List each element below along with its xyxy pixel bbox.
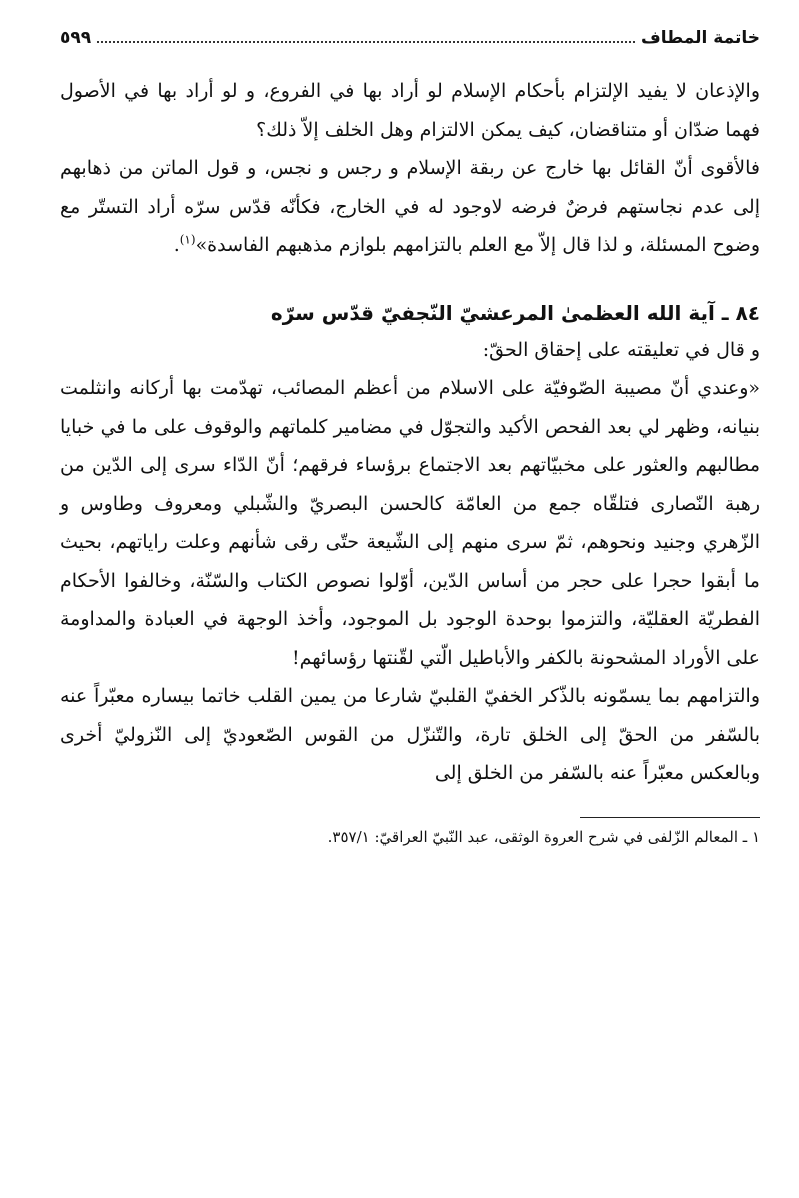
section-heading: ٨٤ ـ آية الله العظمىٰ المرعشيّ النّجفيّ قدّس سرّه (270, 300, 760, 325)
page-number: ٥٩٩ (60, 28, 92, 48)
header-leader-dots (97, 41, 635, 43)
footnote-reference[interactable]: (١) (179, 232, 196, 247)
quoted-paragraph: والتزامهم بما يسمّونه بالذّكر الخفيّ القلبيّ شارعا من يمين القلب خاتما بيساره معبّراً عنه بالسّفر من الحقّ إلى الخلق تارة، والتّنزّل من القوس الصّعوديّ إلى النّزوليّ أخرى وبالعكس معبّراً عنه بالسّفر من الخلق إلى (60, 685, 760, 784)
book-page (60, 28, 760, 1178)
running-title: خاتمة المطاف (641, 28, 760, 48)
paragraph: فالأقوى أنّ القائل بها خارج عن ربقة الإسلام و رجس و نجس، و قول الماتن من ذهابهم إلى عدم نجاستهم فرضٌ فرضه لاوجود له في الخارج، فكأنّه قدّس سرّه أراد التستّر مع وضوح المسئلة، و لذا قال إلاّ مع العلم بالتزامهم بلوازم مذهبهم الفاسدة»$^{(١)}$. (60, 157, 760, 256)
footnote: ١ ـ المعالم الزّلفى في شرح العروة الوثقى، عبد النّبيّ العراقيّ: ٣٥٧/١. (327, 827, 760, 846)
quoted-paragraph: «وعندي أنّ مصيبة الصّوفيّة على الاسلام من أعظم المصائب، تهدّمت بها أركانه وانثلمت بنيانه، وظهر لي بعد الفحص الأكيد والتجوّل في مضامير كلماتهم والوقوف على ما في خبايا مطالبهم والعثور على مخبيّاتهم بعد الاجتماع برؤساء فرقهم؛ أنّ الدّاء سرى إلى الدّين من رهبة النّصارى فتلقّاه جمع من العامّة كالحسن البصريّ والشّبلي ومعروف وطاوس و الزّهري وجنيد ونحوهم، ثمّ سرى منهم إلى الشّيعة حتّى رقى شأنهم وعلت راياتهم، بحيث ما أبقوا حجرا على حجر من أساس الدّين، أوّلوا نصوص الكتاب والسّنّة، وخالفوا الأحكام الفطريّة العقليّة، والتزموا بوحدة الوجود بل الموجود، وأخذ الوجهة في العبادة والمداومة على الأوراد المشحونة بالكفر والأباطيل الّتي لقّنتها رؤسائهم! (60, 377, 760, 669)
paragraph-text: فالأقوى أنّ القائل بها خارج عن ربقة الإسلام و رجس و نجس، و قول الماتن من ذهابهم إلى عدم نجاستهم فرضٌ فرضه لاوجود له في الخارج، فكأنّه قدّس سرّه أراد التستّر مع وضوح المسئلة، و لذا قال إلاّ مع العلم بالتزامهم بلوازم مذهبهم الفاسدة» (60, 157, 760, 256)
paragraph: والإذعان لا يفيد الإلتزام بأحكام الإسلام لو أراد بها في الفروع، و لو أراد بها في الأصول فهما ضدّان أو متناقضان، كيف يمكن الالتزام وهل الخلف إلاّ ذلك؟ (60, 80, 760, 141)
footnote-divider (580, 817, 760, 818)
section-intro: و قال في تعليقته على إحقاق الحقّ: (482, 338, 760, 361)
running-header (60, 28, 760, 58)
